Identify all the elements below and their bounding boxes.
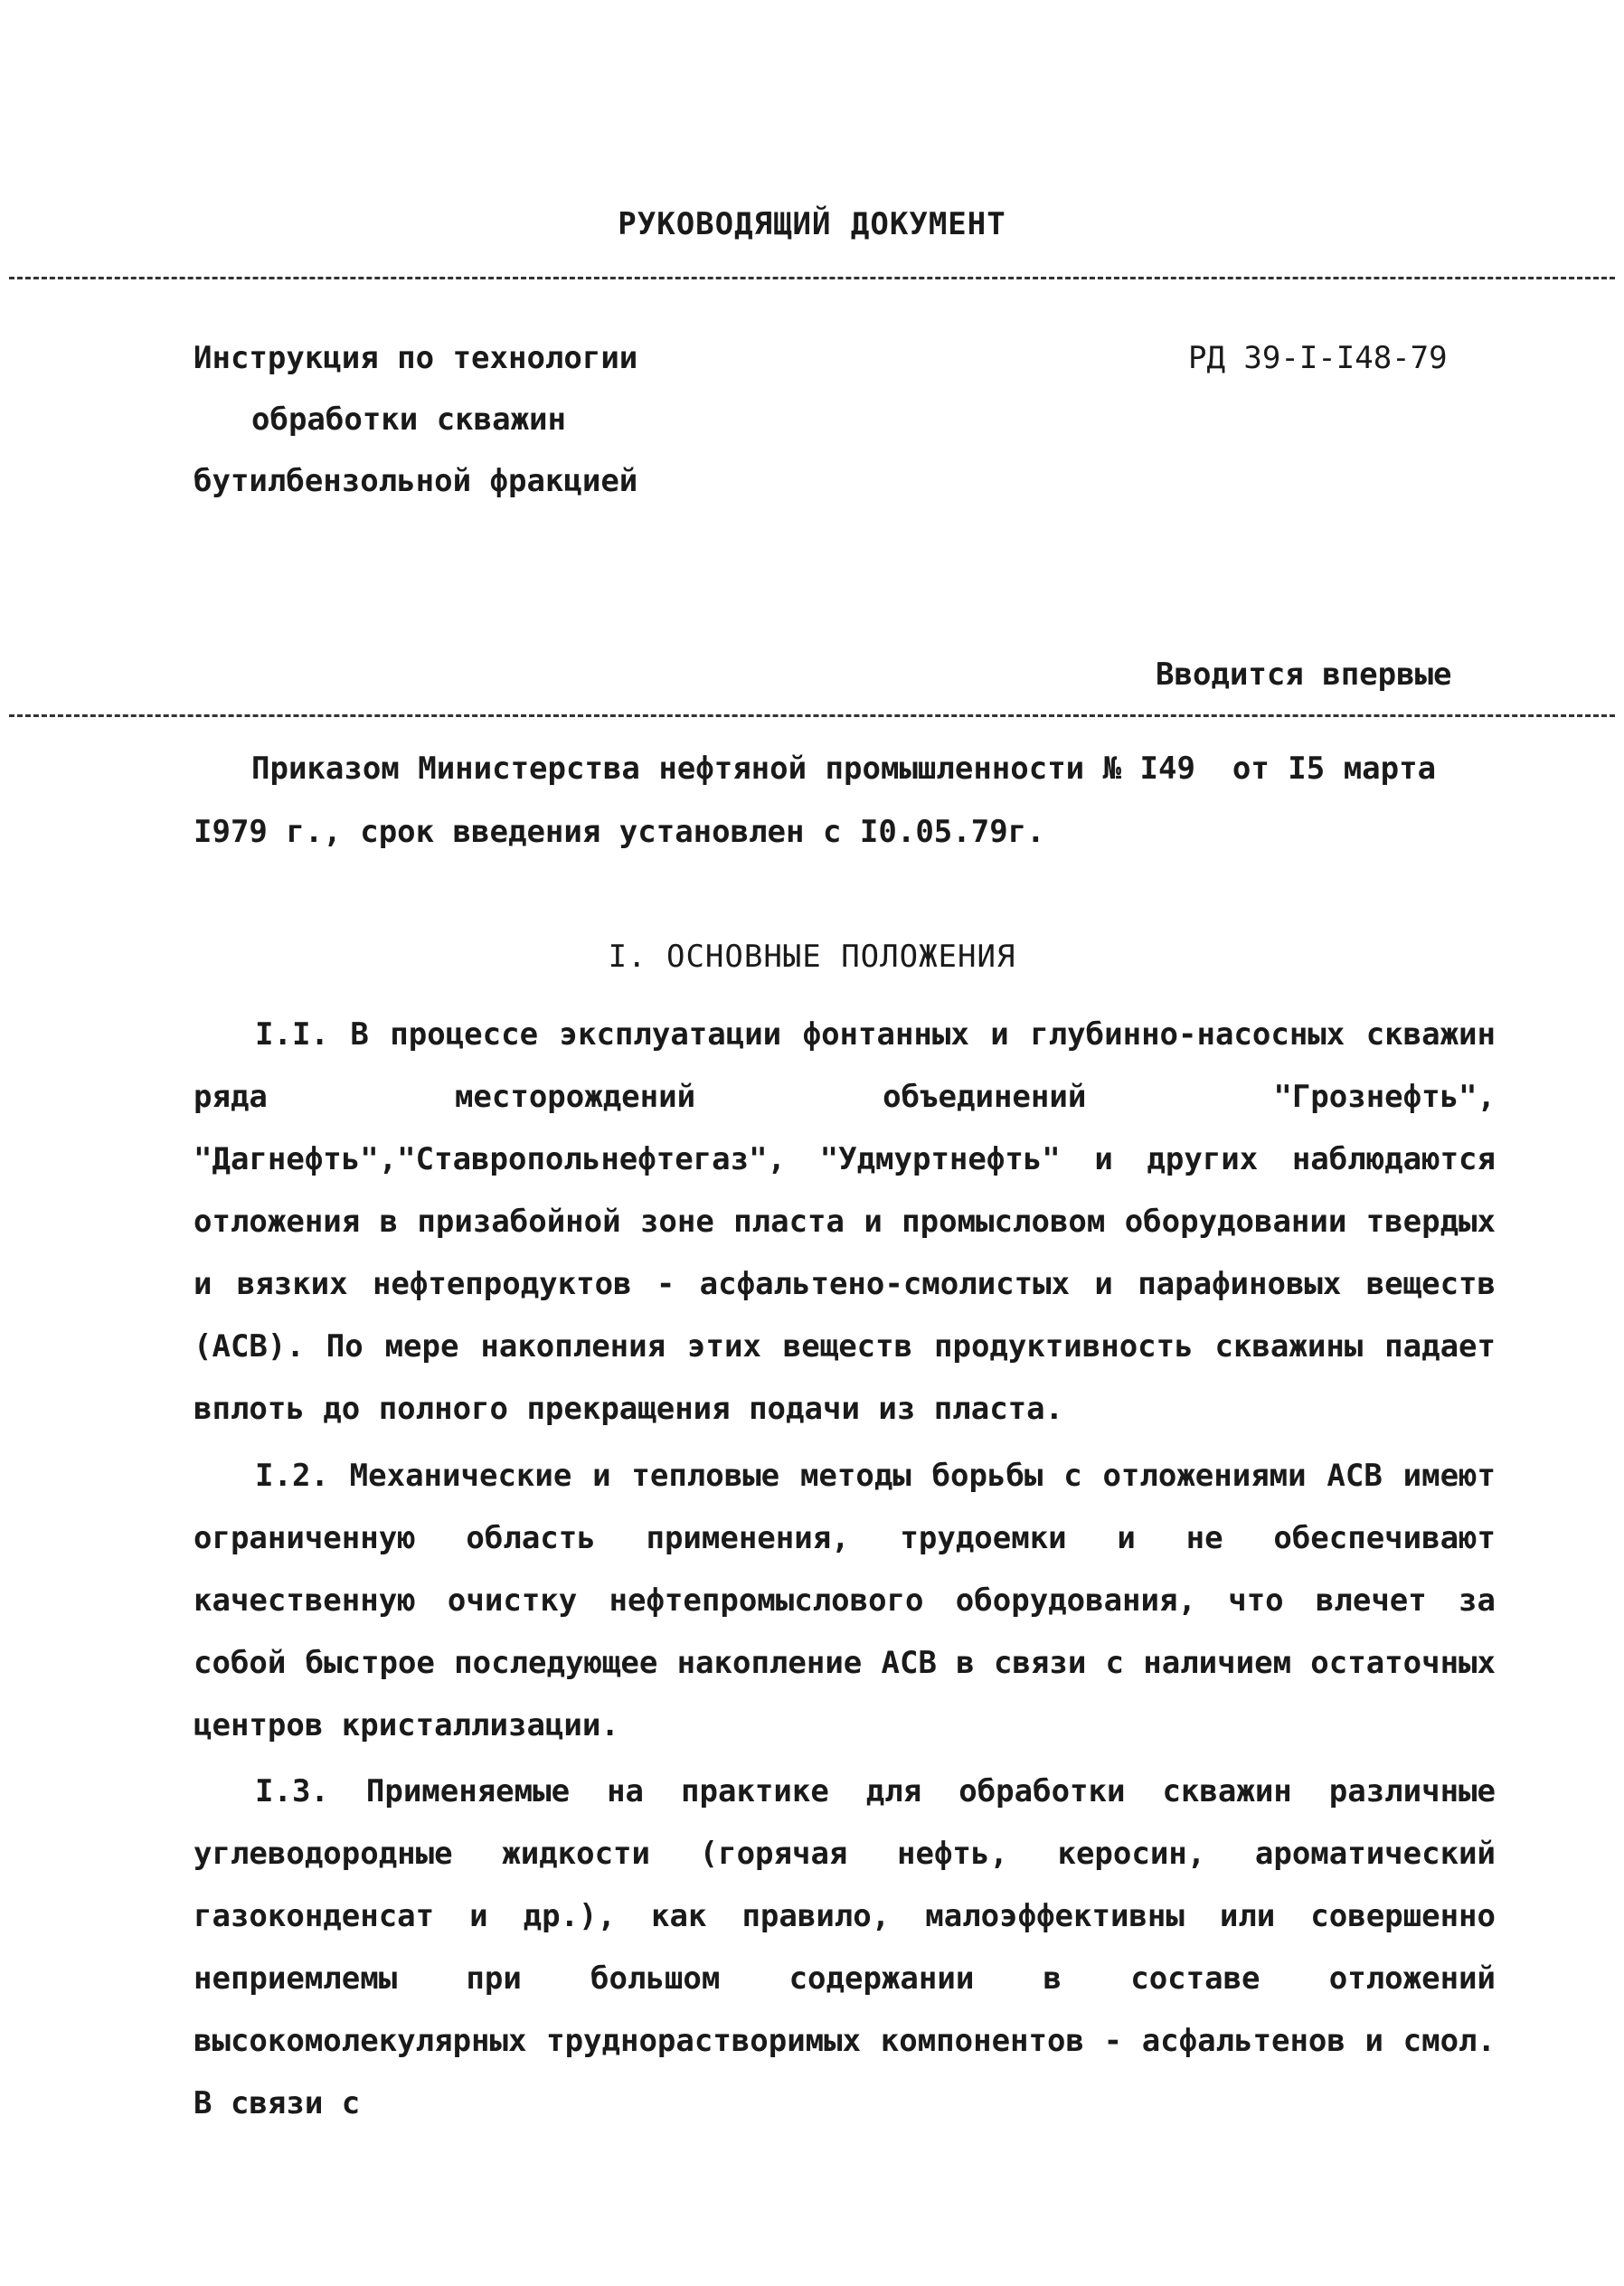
document-type-heading: РУКОВОДЯЩИЙ ДОКУМЕНТ: [618, 206, 1006, 242]
paragraph-1-1: [194, 1004, 1496, 1441]
paragraph-1-2: [194, 1445, 1496, 1757]
title-line-3: бутилбензольной фракцией: [194, 463, 638, 499]
middle-divider: [9, 714, 1615, 717]
title-line-2: обработки скважин: [251, 401, 566, 438]
introduced-status: Вводится впервые: [1156, 657, 1452, 693]
top-divider: [9, 277, 1615, 279]
section-title: I. ОСНОВНЫЕ ПОЛОЖЕНИЯ: [608, 939, 1016, 975]
paragraph-1-3-text: I.3. Применяемые на практике для обработки скважин различные углеводородные жидкости (горячая нефть, керосин, ароматический газоконденсат и др.), как правило, малоэффективны или совершенно неприемлемы при большом содержании в составе отложений высокомолекулярных труднорастворимых компонентов - асфальтенов и смол. В связи с: [194, 1773, 1496, 2121]
document-code: РД 39-I-I48-79: [1188, 340, 1448, 376]
order-line-2: I979 г., срок введения установлен с I0.05.79г.: [194, 814, 1045, 850]
paragraph-1-1-text: I.I. В процессе эксплуатации фонтанных и глубинно-насосных скважин ряда месторождений объединений "Грознефть", "Дагнефть","Ставропольнефтегаз", "Удмуртнефть" и других наблюдаются отложения в призабойной зоне пласта и промысловом оборудовании твердых и вязких нефтепродуктов - асфальтено-смолистых и парафиновых веществ (АСВ). По мере накопления этих веществ продуктивность скважины падает вплоть до полного прекращения подачи из пласта.: [194, 1016, 1496, 1427]
title-line-1: Инструкция по технологии: [194, 340, 638, 376]
order-line-1: Приказом Министерства нефтяной промышленности № I49 от I5 марта: [251, 751, 1437, 787]
paragraph-1-3: [194, 1761, 1496, 2135]
paragraph-1-2-text: I.2. Механические и тепловые методы борьбы с отложениями АСВ имеют ограниченную область применения, трудоемки и не обеспечивают качественную очистку нефтепромыслового оборудования, что влечет за собой быстрое последующее накопление АСВ в связи с наличием остаточных центров кристаллизации.: [194, 1458, 1496, 1743]
